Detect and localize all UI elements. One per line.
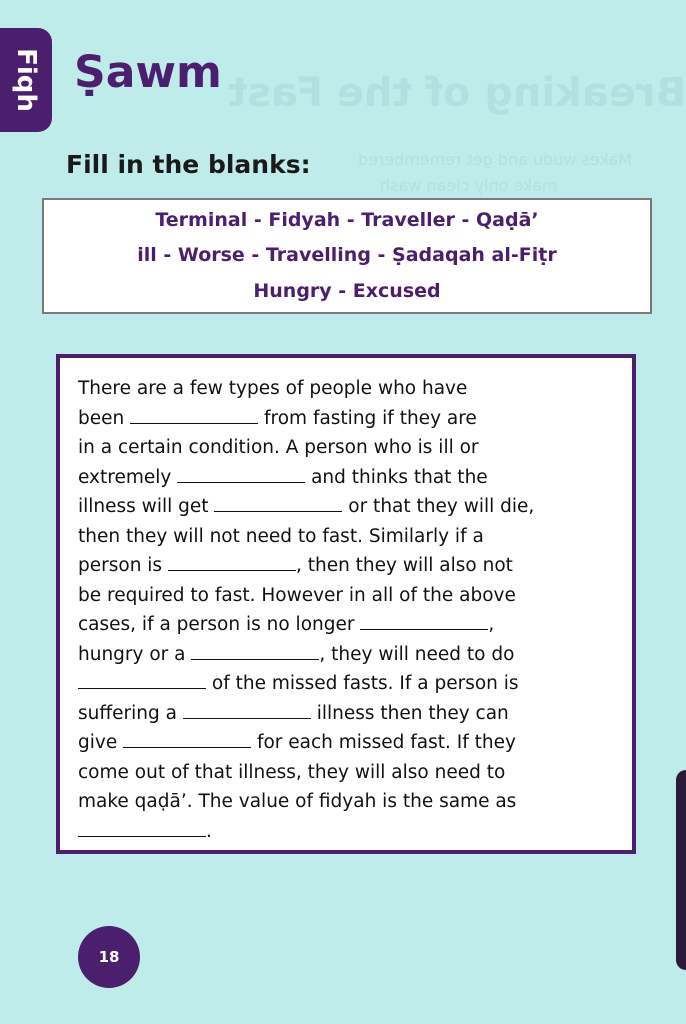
blank-2[interactable] [177,466,305,483]
passage-text: of the missed fasts. If a person is [206,673,519,694]
passage-text: hungry or a [78,643,192,665]
passage-text: give [78,732,124,753]
passage-text: , they will need to do [319,643,515,665]
passage-text: There are a few types of people who have [78,378,468,399]
passage-line [78,817,622,847]
passage-text: cases, if a person is no longer [78,614,361,635]
passage-line [78,610,622,640]
passage-text: from fasting if they are [258,407,477,429]
passage-text: illness will get [78,496,215,517]
passage-box [56,354,636,854]
passage-line [78,640,622,670]
page-edge-shadow [676,770,686,970]
passage-text: make qaḍā’. The value of fidyah is the same as [78,791,517,812]
passage-line [78,522,622,552]
passage-text: be required to fast. However in all of the above [78,584,516,606]
passage-text: for each missed fast. If they [251,732,516,753]
passage-line [78,492,622,522]
blank-3[interactable] [214,495,342,512]
passage-line [78,433,622,463]
word-bank [42,198,652,314]
passage-text: or that they will die, [342,496,535,517]
page-number-badge [78,926,140,988]
passage-text: come out of that illness, they will also need to [78,761,506,783]
page-title: Ṣawm [74,47,222,98]
passage-text: , [488,614,495,635]
blank-6[interactable] [191,643,319,660]
passage-text: and thinks that the [305,466,488,488]
passage-text: . [206,820,212,842]
bleed-through-line: make only clean wash [380,176,558,195]
passage-line [78,581,622,611]
passage-line [78,728,622,758]
passage-text: then they will not need to fast. Similarly if a [78,525,484,547]
passage-line [78,551,622,581]
blank-5[interactable] [360,613,488,630]
word-bank-line: Terminal - Fidyah - Traveller - Qaḍā’ [155,209,539,232]
section-tab [0,28,52,132]
blank-1[interactable] [130,407,258,424]
instruction-heading: Fill in the blanks: [66,150,311,179]
passage-text: illness then they can [310,702,509,724]
word-bank-line: Hungry - Excused [253,279,441,302]
blank-7[interactable] [78,672,206,689]
passage-text: in a certain condition. A person who is ill or [78,437,479,458]
passage-text: , then they will also not [295,555,513,576]
passage-line [78,699,622,729]
passage-line [78,669,622,699]
passage-line [78,787,622,817]
passage-line [78,374,622,404]
passage-text: extremely [78,466,178,488]
blank-8[interactable] [183,702,311,719]
passage-text: suffering a [78,702,183,724]
bleed-through-line: Makes wudu and get remembered [358,150,633,169]
section-tab-label: Fiqh [11,48,42,112]
blank-10[interactable] [78,820,206,837]
passage-line [78,463,622,493]
blank-9[interactable] [123,731,251,748]
passage-text: person is [78,555,168,576]
passage-line [78,404,622,434]
bleed-through-heading: Breaking of the Fast [228,70,686,116]
passage-line [78,758,622,788]
word-bank-line: ill - Worse - Travelling - Ṣadaqah al-Fiṭr [137,244,557,267]
passage-text: been [78,407,131,429]
blank-4[interactable] [168,554,296,571]
page-number: 18 [98,948,120,966]
